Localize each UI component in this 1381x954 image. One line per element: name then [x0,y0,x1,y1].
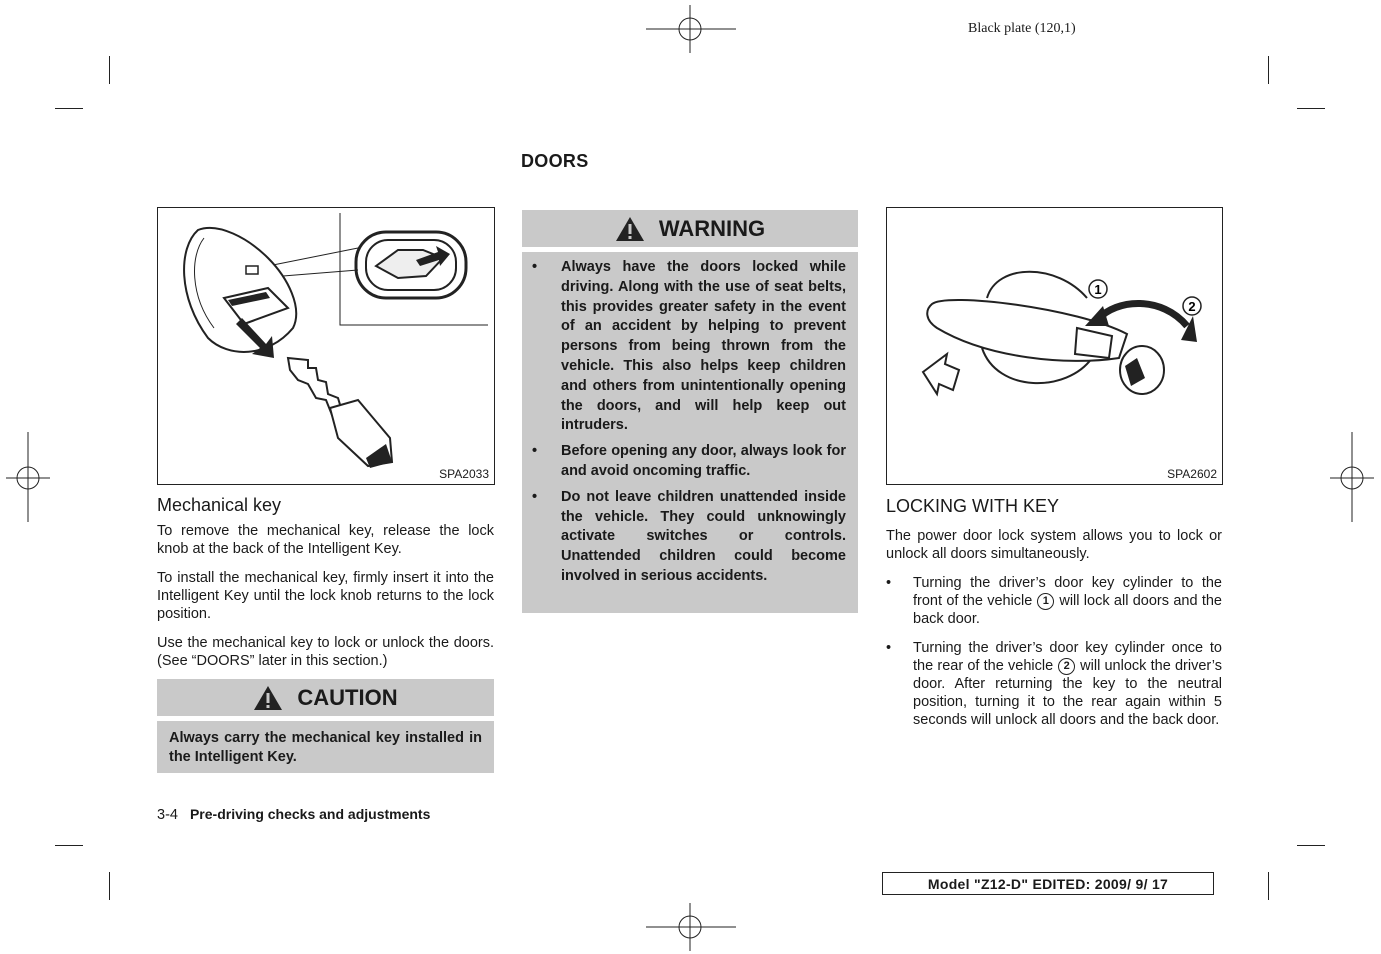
mechanical-key-heading: Mechanical key [157,495,282,515]
warning-item: • Always have the doors locked while driving. Along with the use of seat belts, this provides greater safety in the event of an accident by helping to prevent persons from being thrown from the vehicle. This also helps keep children and others from unintentionally opening the doors, and will help keep out intruders. [532,259,846,434]
locking-section [886,496,1222,740]
locking-item: • Turning the driver’s door key cylinder once to the rear of the vehicle 2 will unlock the driver’s door. After returning the key to the neutral position, turning it to the rear again within 5 seconds will unlock all doors and the back door. [886,640,1222,728]
figure-mechanical-key [157,207,495,485]
warning-item: • Do not leave children unattended inside the vehicle. They could unknowingly activate switches or controls. Unattended children could become involved in serious accidents. [532,488,846,584]
registration-mark-left [6,432,50,522]
warning-body [522,252,858,613]
figure-code: SPA2033 [439,467,489,481]
intelligent-key-illustration [158,208,494,484]
locking-item: • Turning the driver’s door key cylinder to the front of the vehicle 1 will lock all doors and the back door. [886,575,1222,627]
locking-intro: The power door lock system allows you to lock or unlock all doors simultaneously. [886,528,1222,562]
warning-triangle-icon [253,685,283,711]
figure-door-lock [886,207,1223,485]
locking-list [886,574,1222,729]
door-handle-illustration [887,208,1222,484]
warning-item: • Before opening any door, always look for and avoid oncoming traffic. [532,443,846,479]
page-footer [157,806,430,823]
warning-label: WARNING [658,215,766,241]
warning-banner [522,210,858,247]
circled-number: 1 [1037,593,1054,610]
registration-mark-top [646,5,736,53]
mechanical-key-paragraph: Use the mechanical key to lock or unlock the doors. (See “DOORS” later in this section.) [157,635,494,669]
registration-mark-bottom [646,903,736,951]
caution-label: CAUTION [297,684,398,710]
plate-label: Black plate (120,1) [968,21,1076,36]
callout-1: 1 [1094,282,1102,297]
callout-2: 2 [1188,299,1196,314]
locking-heading: LOCKING WITH KEY [886,496,1060,516]
warning-list [522,258,846,587]
warning-triangle-icon [615,216,645,242]
registration-mark-right [1330,432,1374,522]
chapter-title: Pre-driving checks and adjustments [189,806,431,822]
figure-code: SPA2602 [1167,467,1217,481]
model-edit-line: Model "Z12-D" EDITED: 2009/ 9/ 17 [882,872,1214,895]
mechanical-key-paragraph: To remove the mechanical key, release the lock knob at the back of the Intelligent Key. [157,523,494,557]
mechanical-key-section [157,495,494,681]
caution-text: Always carry the mechanical key installed in the Intelligent Key. [169,730,482,765]
caution-banner [157,679,494,716]
circled-number: 2 [1058,658,1075,675]
mechanical-key-paragraph: To install the mechanical key, firmly insert it into the Intelligent Key until the lock knob returns to the lock position. [157,570,494,622]
caution-body [157,721,494,773]
page-number: 3-4 [157,807,178,823]
section-title: DOORS [521,151,589,171]
